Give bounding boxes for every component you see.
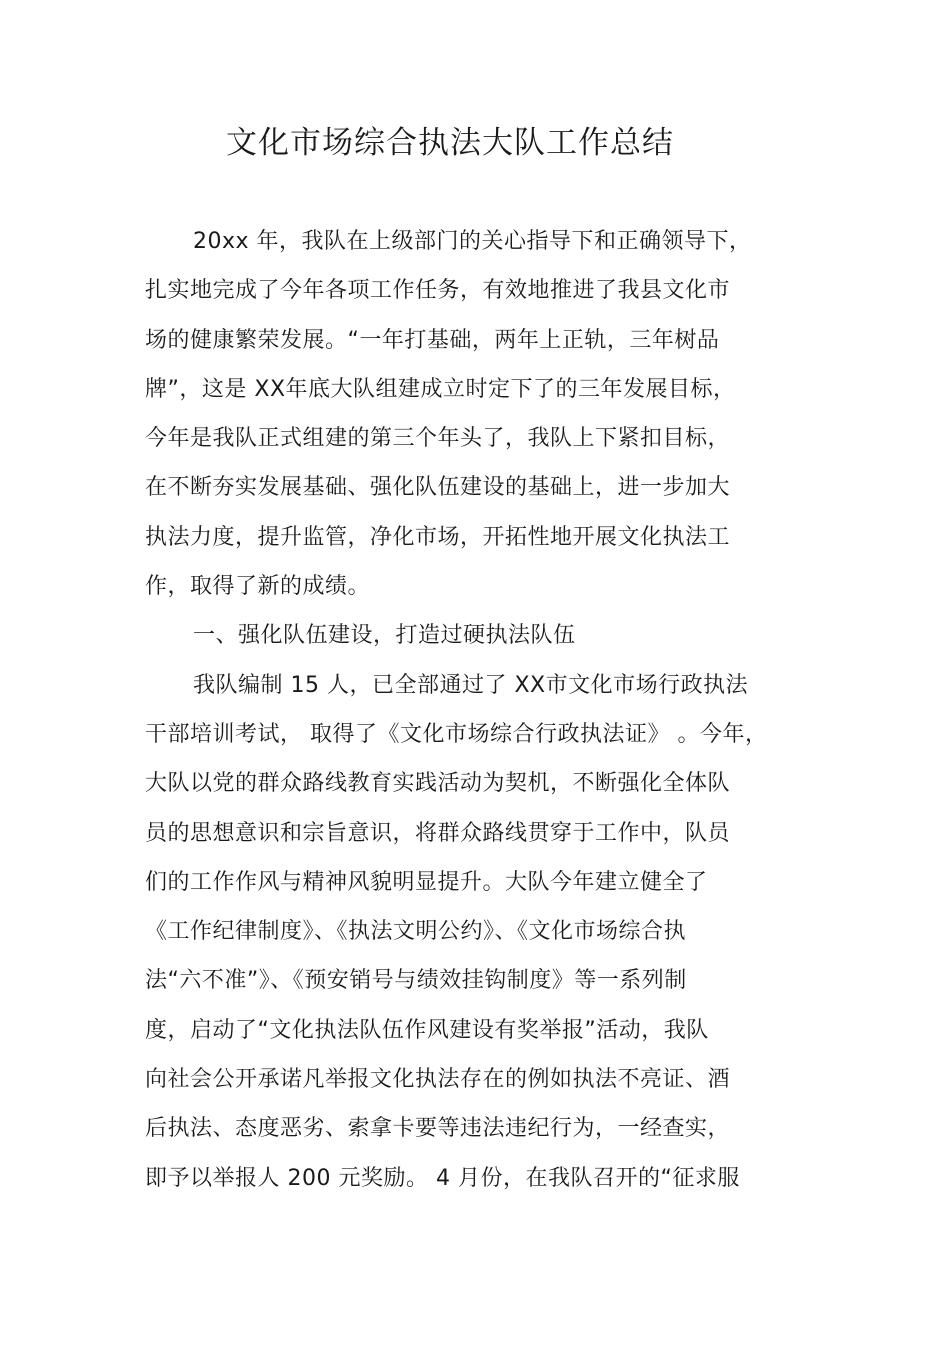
paragraph-line: 牌”，这是 XX年底大队组建成立时定下了的三年发展目标， [145, 376, 736, 402]
paragraph-line: 干部培训考试， 取得了《文化市场综合行政执法证》 。今年， [145, 721, 768, 747]
paragraph-line: 在不断夯实发展基础、强化队伍建设的基础上，进一步加大 [145, 475, 731, 501]
paragraph-line: 扎实地完成了今年各项工作任务，有效地推进了我县文化市 [145, 278, 731, 304]
document-body [145, 217, 845, 1203]
section-heading: 一、强化队伍建设，打造过硬执法队伍 [193, 623, 576, 649]
paragraph-line: 度，启动了“文化执法队伍作风建设有奖举报”活动，我队 [145, 1017, 709, 1043]
paragraph-line: 员的思想意识和宗旨意识，将群众路线贯穿于工作中，队员 [145, 820, 731, 846]
paragraph-line: 大队以党的群众路线教育实践活动为契机，不断强化全体队 [145, 771, 731, 797]
paragraph-line: 20xx 年，我队在上级部门的关心指导下和正确领导下， [193, 229, 752, 254]
paragraph-line: 作，取得了新的成绩。 [145, 574, 371, 600]
paragraph-line: 法“六不准”》、《预安销号与绩效挂钩制度》等一系列制 [145, 968, 687, 994]
paragraph-line: 们的工作作风与精神风貌明显提升。大队今年建立健全了 [145, 869, 708, 895]
paragraph-line: 即予以举报人 200 元奖励。 4 月份，在我队召开的“征求服 [145, 1165, 740, 1191]
paragraph-line: 《工作纪律制度》、《执法文明公约》、《文化市场综合执 [145, 919, 687, 945]
paragraph-line: 后执法、态度恶劣、索拿卡要等违法违纪行为，一经查实， [145, 1116, 731, 1142]
document-title: 文化市场综合执法大队工作总结 [226, 125, 674, 161]
paragraph-line: 场的健康繁荣发展。“一年打基础，两年上正轨，三年树品 [145, 327, 720, 353]
paragraph-line: 向社会公开承诺凡举报文化执法存在的例如执法不亮证、酒 [145, 1067, 731, 1093]
paragraph-line: 今年是我队正式组建的第三个年头了，我队上下紧扣目标， [145, 426, 731, 452]
paragraph-line: 执法力度，提升监管，净化市场，开拓性地开展文化执法工 [145, 524, 731, 550]
paragraph-line: 我队编制 15 人，已全部通过了 XX市文化市场行政执法 [193, 672, 749, 698]
